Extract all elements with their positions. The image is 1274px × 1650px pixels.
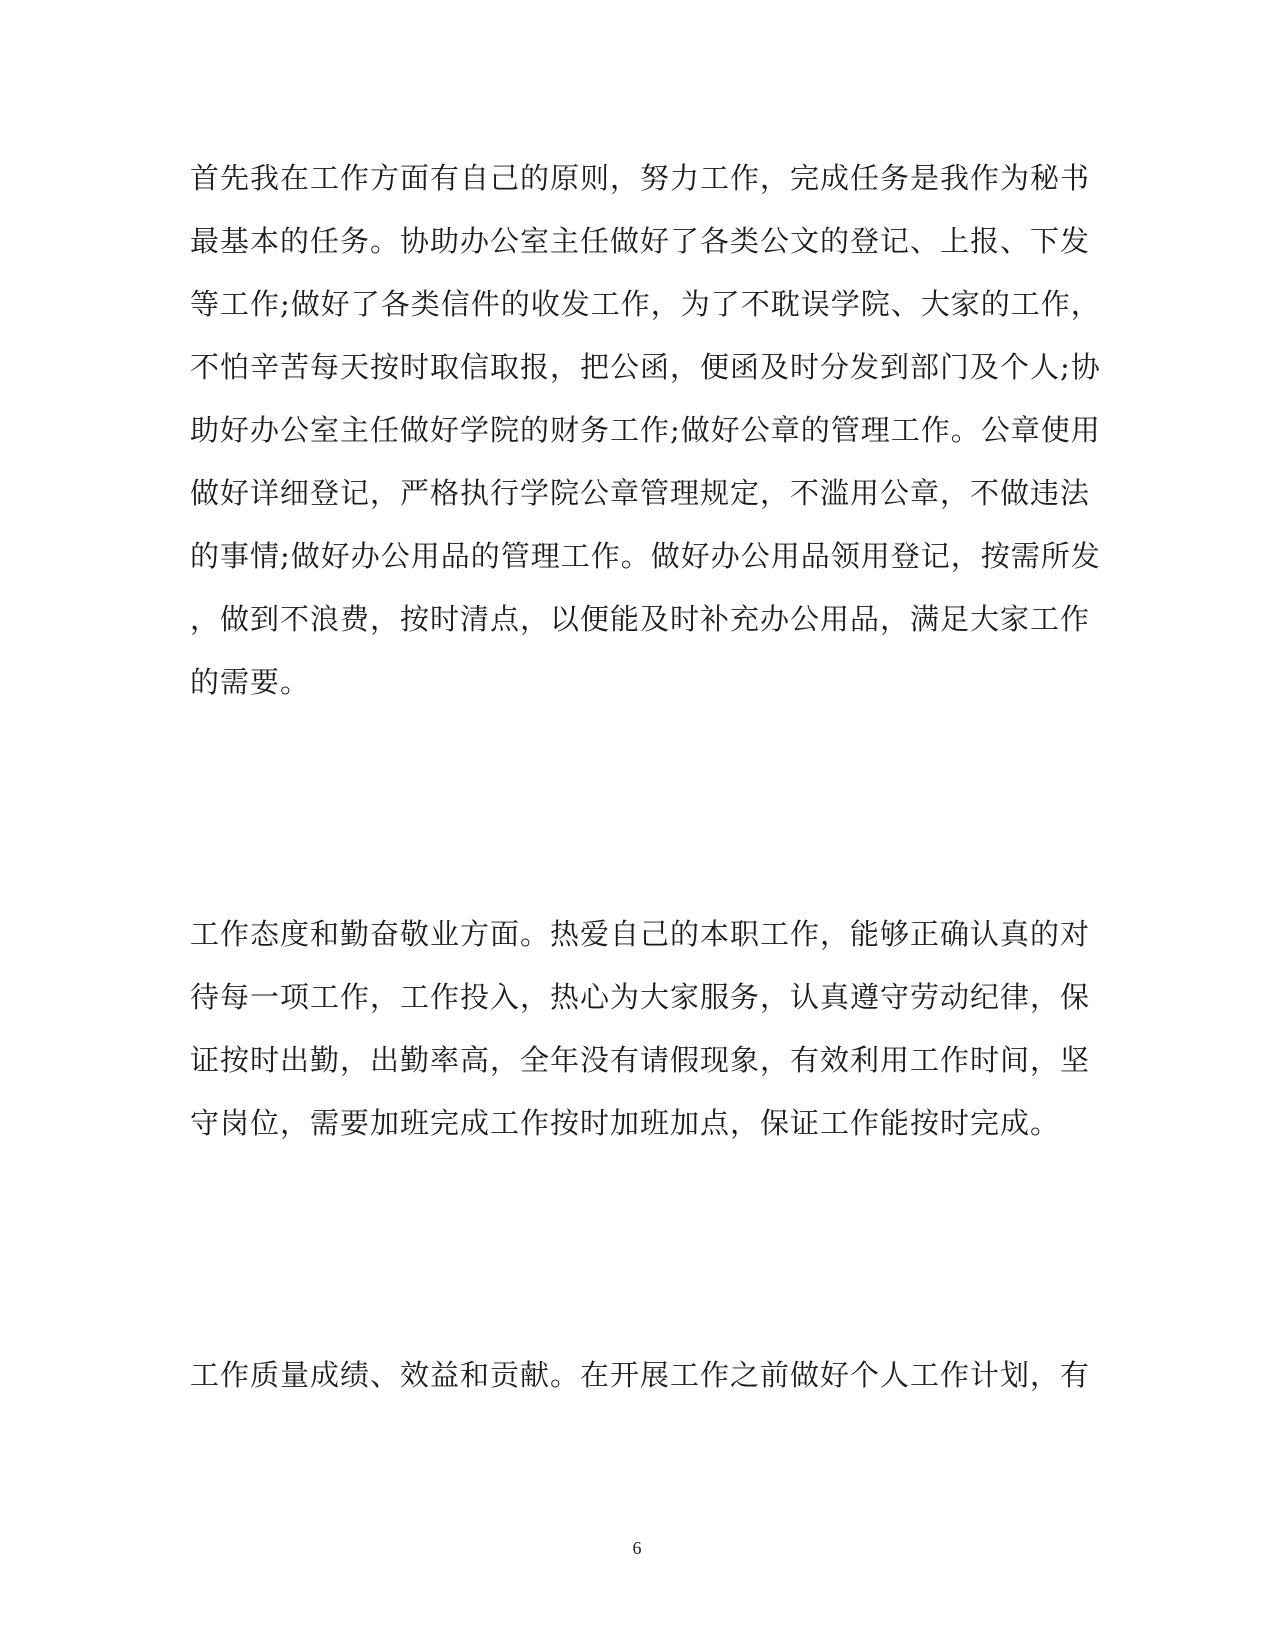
paragraph-1-line-8: ，做到不浪费，按时清点，以便能及时补充办公用品，满足大家工作	[190, 602, 1091, 636]
paragraph-1-line-9: 的需要。	[190, 665, 311, 699]
paragraph-2-line-2: 待每一项工作，工作投入，热心为大家服务，认真遵守劳动纪律，保	[190, 980, 1091, 1014]
paragraph-1-line-7: 的事情;做好办公用品的管理工作。做好办公用品领用登记，按需所发	[190, 539, 1101, 573]
paragraph-1-line-1: 首先我在工作方面有自己的原则，努力工作，完成任务是我作为秘书	[190, 161, 1091, 195]
paragraph-1-line-6: 做好详细登记，严格执行学院公章管理规定，不滥用公章，不做违法	[190, 476, 1091, 510]
paragraph-1-line-4: 不怕辛苦每天按时取信取报，把公函，便函及时分发到部门及个人;协	[190, 350, 1101, 384]
paragraph-2-line-4: 守岗位，需要加班完成工作按时加班加点，保证工作能按时完成。	[190, 1106, 1061, 1140]
page-number: 6	[632, 1538, 642, 1558]
paragraph-1-line-2: 最基本的任务。协助办公室主任做好了各类公文的登记、上报、下发	[190, 224, 1091, 258]
paragraph-2-line-1: 工作态度和勤奋敬业方面。热爱自己的本职工作，能够正确认真的对	[190, 917, 1091, 951]
paragraph-2-line-3: 证按时出勤，出勤率高，全年没有请假现象，有效利用工作时间，坚	[190, 1043, 1091, 1077]
paragraph-1-line-3: 等工作;做好了各类信件的收发工作，为了不耽误学院、大家的工作，	[190, 287, 1101, 321]
paragraph-3-line-1: 工作质量成绩、效益和贡献。在开展工作之前做好个人工作计划，有	[190, 1358, 1091, 1392]
paragraph-1-line-5: 助好办公室主任做好学院的财务工作;做好公章的管理工作。公章使用	[190, 413, 1101, 447]
